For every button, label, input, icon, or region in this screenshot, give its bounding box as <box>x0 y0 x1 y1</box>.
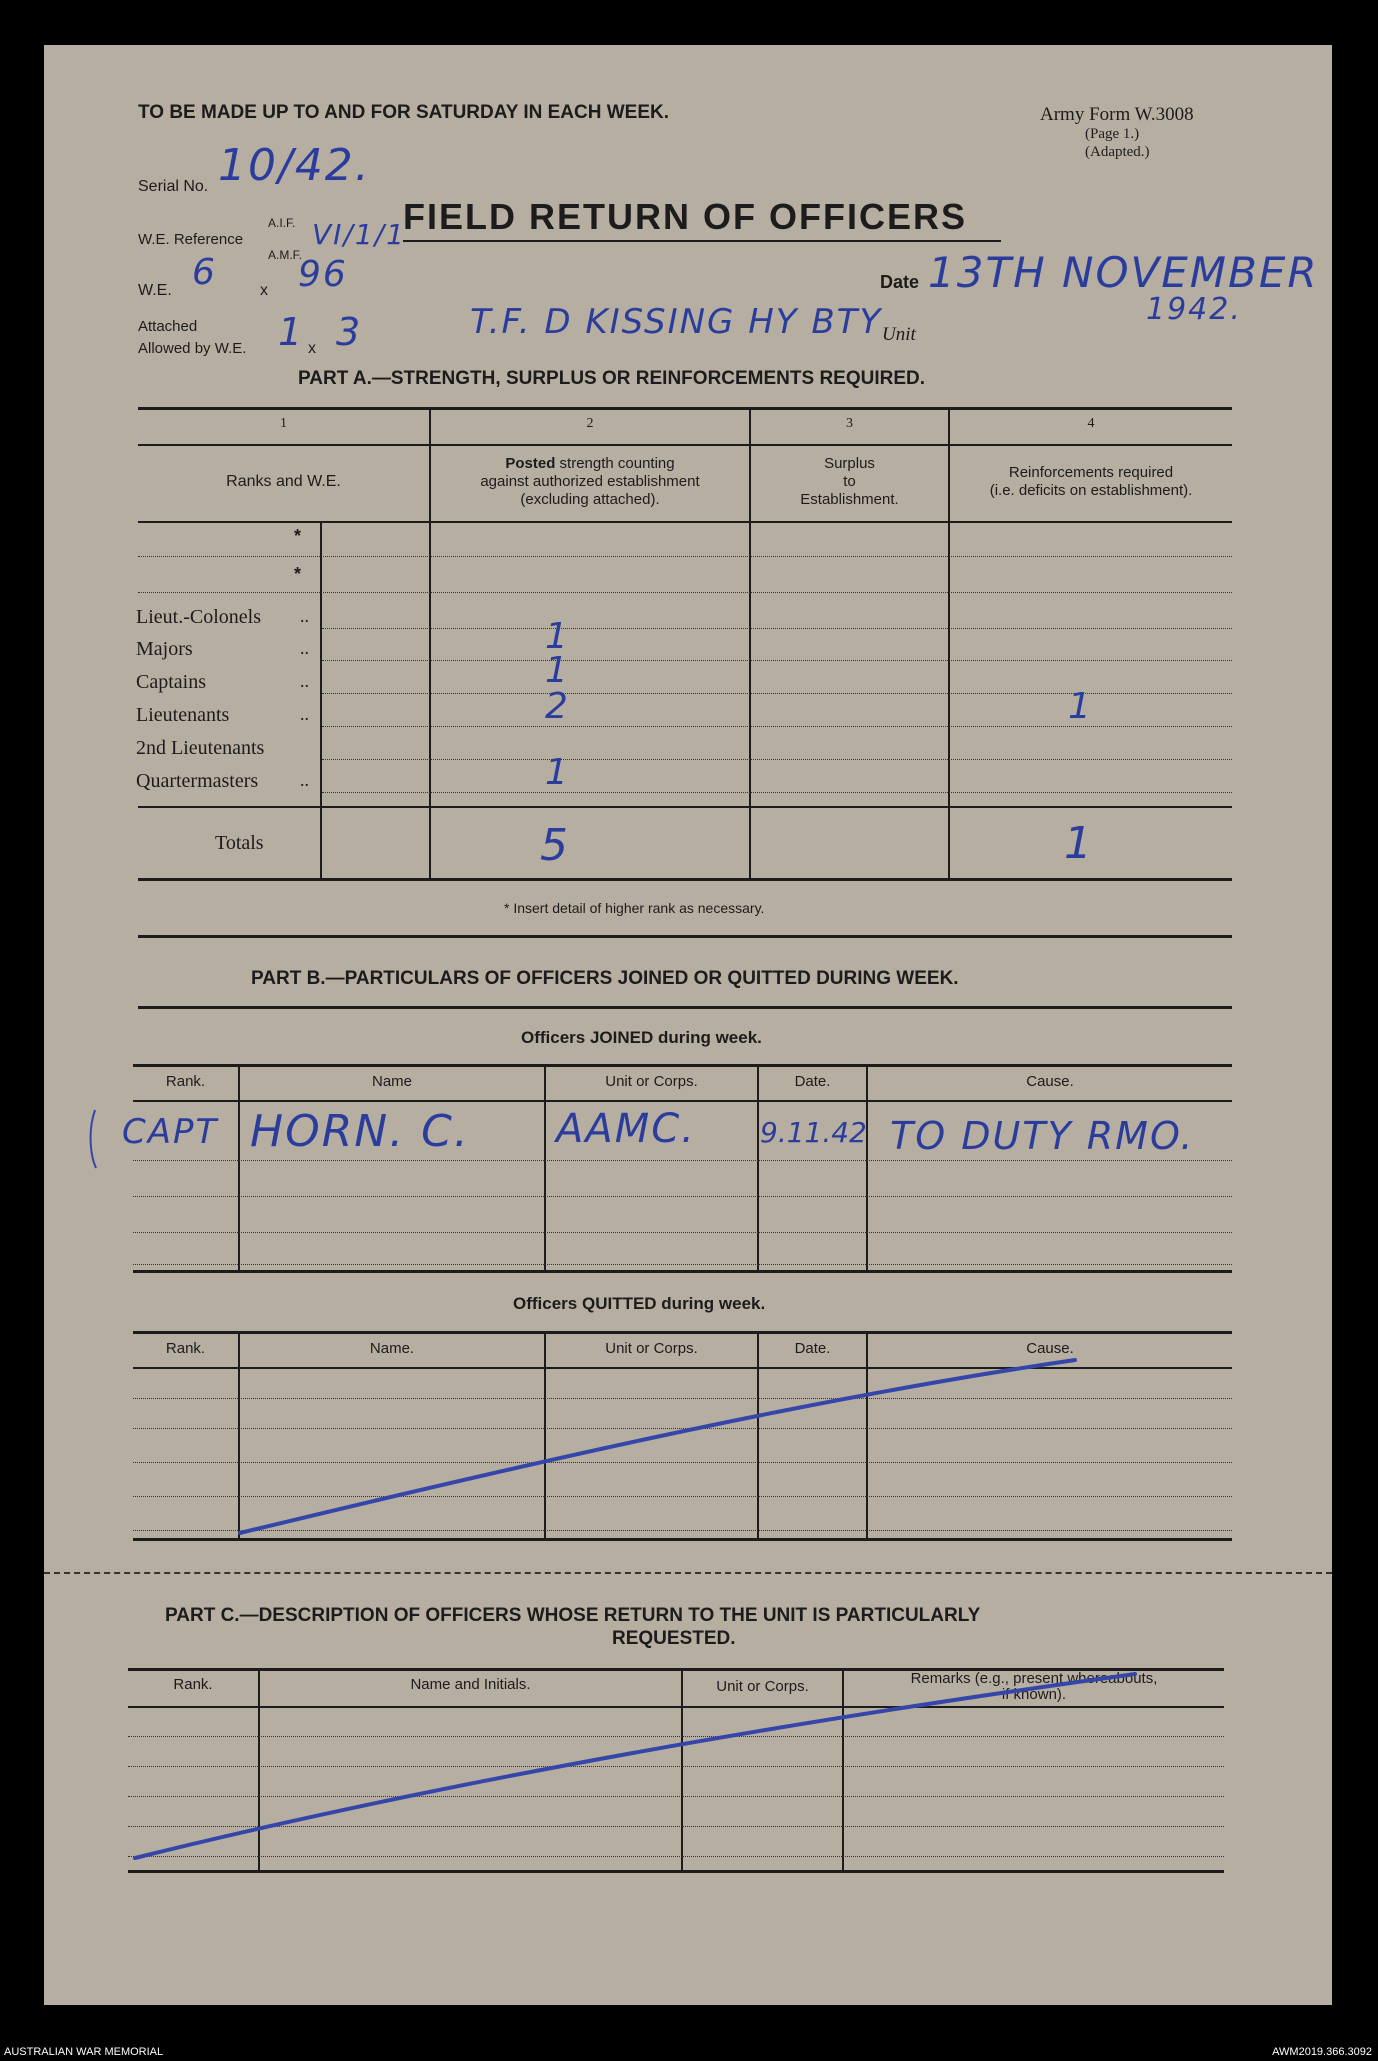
rank-lieutenants: Lieutenants <box>136 704 230 726</box>
col-number-1: 1 <box>280 416 287 431</box>
serial-value: 10/42. <box>218 140 371 191</box>
amf-label: A.M.F. <box>268 248 303 262</box>
form-title: FIELD RETURN OF OFFICERS <box>403 196 967 237</box>
part-b-title: PART B.—PARTICULARS OF OFFICERS JOINED OR QUITTED DURING WEEK. <box>251 968 959 989</box>
col-header-surplus-line3: Establishment. <box>800 491 899 508</box>
aif-label: A.I.F. <box>268 216 296 230</box>
margin-tick-mark <box>91 1110 96 1168</box>
rank-2nd-lieutenants: 2nd Lieutenants <box>136 737 265 759</box>
part-c-header-unit: Unit or Corps. <box>716 1678 809 1695</box>
star-row-2: * <box>294 564 302 584</box>
part-a-title: PART A.—STRENGTH, SURPLUS OR REINFORCEMENTS REQUIRED. <box>298 368 926 389</box>
totals-label: Totals <box>215 832 264 854</box>
lieutenants-reinforcements: 1 <box>1068 686 1093 727</box>
col-number-2: 2 <box>586 416 594 431</box>
col-header-ranks: Ranks and W.E. <box>226 473 341 490</box>
star-row-1: * <box>294 526 302 546</box>
totals-reinforcements: 1 <box>1064 818 1094 869</box>
we-value-b: 96 <box>298 254 348 295</box>
joined-header-cause: Cause. <box>1026 1073 1074 1090</box>
unit-value: T.F. D KISSING HY BTY <box>470 302 883 342</box>
we-value-a: 6 <box>192 252 217 293</box>
col-number-4: 4 <box>1087 416 1095 431</box>
col-header-posted-line2: against authorized establishment <box>480 473 700 490</box>
col-header-posted-line3: (excluding attached). <box>520 491 660 508</box>
we-reference-value: VI/1/1 <box>312 218 406 251</box>
instruction-text: TO BE MADE UP TO AND FOR SATURDAY IN EACH WEEK. <box>138 102 669 123</box>
allowed-label: Allowed by W.E. <box>138 340 247 357</box>
we-x: x <box>260 282 268 299</box>
dots-1: .. <box>300 606 309 626</box>
part-c-header-rank: Rank. <box>173 1676 213 1693</box>
part-c-header-remarks-line2: if known). <box>1001 1686 1067 1703</box>
captains-posted: 1 <box>545 650 570 691</box>
part-c-title-line2: REQUESTED. <box>612 1628 736 1649</box>
quitted-header-rank: Rank. <box>165 1340 206 1357</box>
joined-header-date: Date. <box>794 1073 831 1090</box>
attached-label: Attached <box>138 318 198 335</box>
majors-posted: 1 <box>545 616 570 657</box>
footer-right: AWM2019.366.3092 <box>1272 2046 1372 2058</box>
lieutenants-posted: 2 <box>545 686 570 727</box>
we-label: W.E. <box>138 282 172 299</box>
joined-date-value: 9.11.42 <box>760 1116 867 1149</box>
rank-captains: Captains <box>136 671 206 693</box>
dots-2: .. <box>300 638 309 658</box>
joined-unit-value: AAMC. <box>556 1106 696 1152</box>
quitted-header-unit: Unit or Corps. <box>605 1340 698 1357</box>
date-label: Date <box>880 272 920 292</box>
quitted-header-name: Name. <box>369 1340 415 1357</box>
date-value-line2: 1942. <box>1146 292 1242 327</box>
col-header-surplus: Surplus <box>824 455 875 472</box>
unit-label: Unit <box>882 324 916 345</box>
quitted-header-date: Date. <box>794 1340 831 1357</box>
dots-6: .. <box>300 770 309 790</box>
dots-3: .. <box>300 671 309 691</box>
part-c-title-line1: PART C.—DESCRIPTION OF OFFICERS WHOSE RETURN TO THE UNIT IS PARTICULARLY <box>165 1605 981 1626</box>
serial-label: Serial No. <box>138 178 209 195</box>
quitted-header-cause: Cause. <box>1026 1340 1074 1357</box>
rank-majors: Majors <box>136 638 193 660</box>
rank-quartermasters: Quartermasters <box>136 770 259 792</box>
page-number: (Page 1.) <box>1085 126 1140 142</box>
col-header-surplus-line2: to <box>843 473 856 490</box>
part-c-cross-out-stroke <box>135 1674 1135 1858</box>
part-c-header-remarks: Remarks (e.g., present whereabouts, <box>910 1670 1158 1687</box>
posted-bold: Posted <box>505 455 556 472</box>
rank-lieut-colonels: Lieut.-Colonels <box>136 606 261 628</box>
attached-value-b: 3 <box>336 310 363 354</box>
joined-rank-value: CAPT <box>122 1112 219 1152</box>
attached-value-a: 1 <box>278 310 305 354</box>
posted-rest: strength counting <box>555 455 675 472</box>
we-reference-label: W.E. Reference <box>138 231 244 248</box>
totals-posted: 5 <box>540 820 570 871</box>
col-header-reinforcements: Reinforcements required <box>1008 464 1174 481</box>
date-value-line1: 13TH NOVEMBER <box>928 248 1319 297</box>
joined-header-unit: Unit or Corps. <box>605 1073 698 1090</box>
quartermasters-posted: 1 <box>545 752 570 793</box>
col-number-3: 3 <box>846 416 853 431</box>
joined-title: Officers JOINED during week. <box>521 1028 762 1047</box>
army-form-number: Army Form W.3008 <box>1040 104 1194 125</box>
quitted-title: Officers QUITTED during week. <box>513 1294 766 1313</box>
part-c-header-name: Name and Initials. <box>410 1676 531 1693</box>
adapted-note: (Adapted.) <box>1085 144 1150 160</box>
quitted-cross-out-stroke <box>240 1360 1075 1533</box>
joined-cause-value: TO DUTY RMO. <box>890 1114 1195 1158</box>
joined-name-value: HORN. C. <box>250 1106 470 1157</box>
dots-4: .. <box>300 704 309 724</box>
attached-x: x <box>308 340 316 357</box>
part-a-footnote: * Insert detail of higher rank as necessary. <box>504 900 765 916</box>
footer-left: AUSTRALIAN WAR MEMORIAL <box>4 2046 164 2058</box>
col-header-reinforcements-line2: (i.e. deficits on establishment). <box>989 482 1193 499</box>
joined-header-rank: Rank. <box>165 1073 206 1090</box>
joined-header-name: Name <box>371 1073 412 1090</box>
